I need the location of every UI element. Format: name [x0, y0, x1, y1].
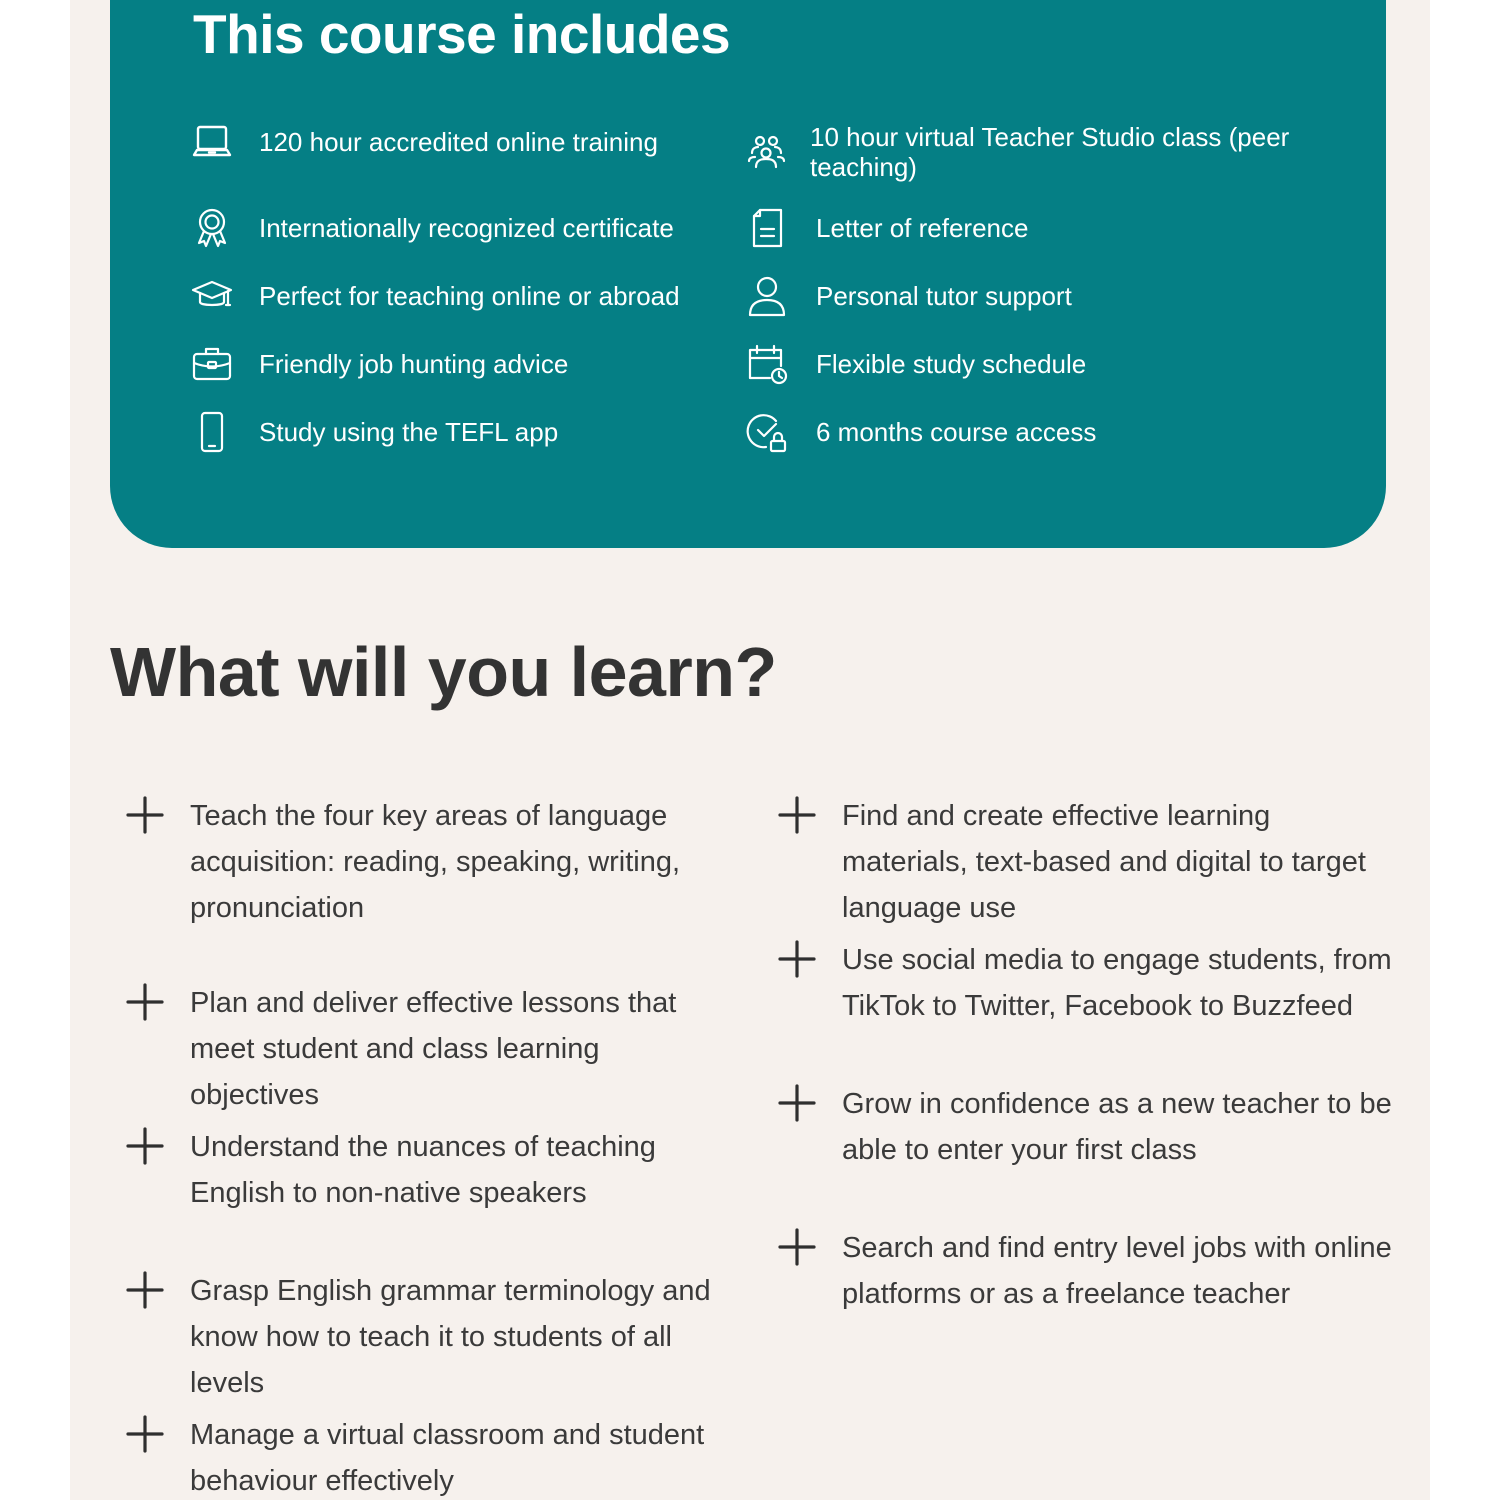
feature-tutor-support: Personal tutor support	[746, 275, 1336, 317]
feature-online-training: 120 hour accredited online training	[191, 121, 658, 163]
award-ribbon-icon	[191, 207, 233, 249]
feature-teacher-studio: 10 hour virtual Teacher Studio class (peer teaching)	[746, 122, 1330, 182]
feature-flexible-schedule: Flexible study schedule	[746, 343, 1336, 385]
learn-item: Plan and deliver effective lessons that meet student and class learning objectives	[124, 980, 734, 1118]
plus-icon	[124, 980, 166, 1022]
learn-item: Teach the four key areas of language acquisition: reading, speaking, writing, pronunciation	[124, 793, 734, 931]
graduation-cap-icon	[191, 275, 233, 317]
feature-course-access: 6 months course access	[746, 411, 1336, 453]
badge-check-lock-icon	[746, 411, 788, 453]
feature-reference-letter: Letter of reference	[746, 207, 1336, 249]
course-includes-card	[110, 0, 1386, 548]
plus-icon	[776, 1225, 818, 1267]
learn-item: Find and create effective learning materials, text-based and digital to target language use	[776, 793, 1396, 931]
learn-item: Understand the nuances of teaching English to non-native speakers	[124, 1124, 734, 1216]
plus-icon	[776, 1081, 818, 1123]
learn-section-title: What will you learn?	[110, 633, 777, 711]
feature-teaching-abroad: Perfect for teaching online or abroad	[191, 275, 680, 317]
plus-icon	[124, 1412, 166, 1454]
feature-tefl-app: Study using the TEFL app	[191, 411, 558, 453]
people-group-icon	[746, 131, 788, 173]
user-icon	[746, 275, 788, 317]
plus-icon	[124, 1268, 166, 1310]
learn-item: Use social media to engage students, from TikTok to Twitter, Facebook to Buzzfeed	[776, 937, 1396, 1029]
smartphone-icon	[191, 411, 233, 453]
plus-icon	[124, 1124, 166, 1166]
laptop-icon	[191, 121, 233, 163]
learn-item: Grasp English grammar terminology and know how to teach it to students of all levels	[124, 1268, 734, 1406]
learn-item: Manage a virtual classroom and student behaviour effectively	[124, 1412, 734, 1504]
course-includes-title: This course includes	[193, 3, 731, 65]
plus-icon	[776, 937, 818, 979]
document-icon	[746, 207, 788, 249]
learn-item: Grow in confidence as a new teacher to be able to enter your first class	[776, 1081, 1396, 1173]
calendar-clock-icon	[746, 343, 788, 385]
feature-certificate: Internationally recognized certificate	[191, 207, 674, 249]
plus-icon	[776, 793, 818, 835]
learn-item: Search and find entry level jobs with online platforms or as a freelance teacher	[776, 1225, 1396, 1317]
plus-icon	[124, 793, 166, 835]
briefcase-icon	[191, 343, 233, 385]
feature-job-advice: Friendly job hunting advice	[191, 343, 568, 385]
